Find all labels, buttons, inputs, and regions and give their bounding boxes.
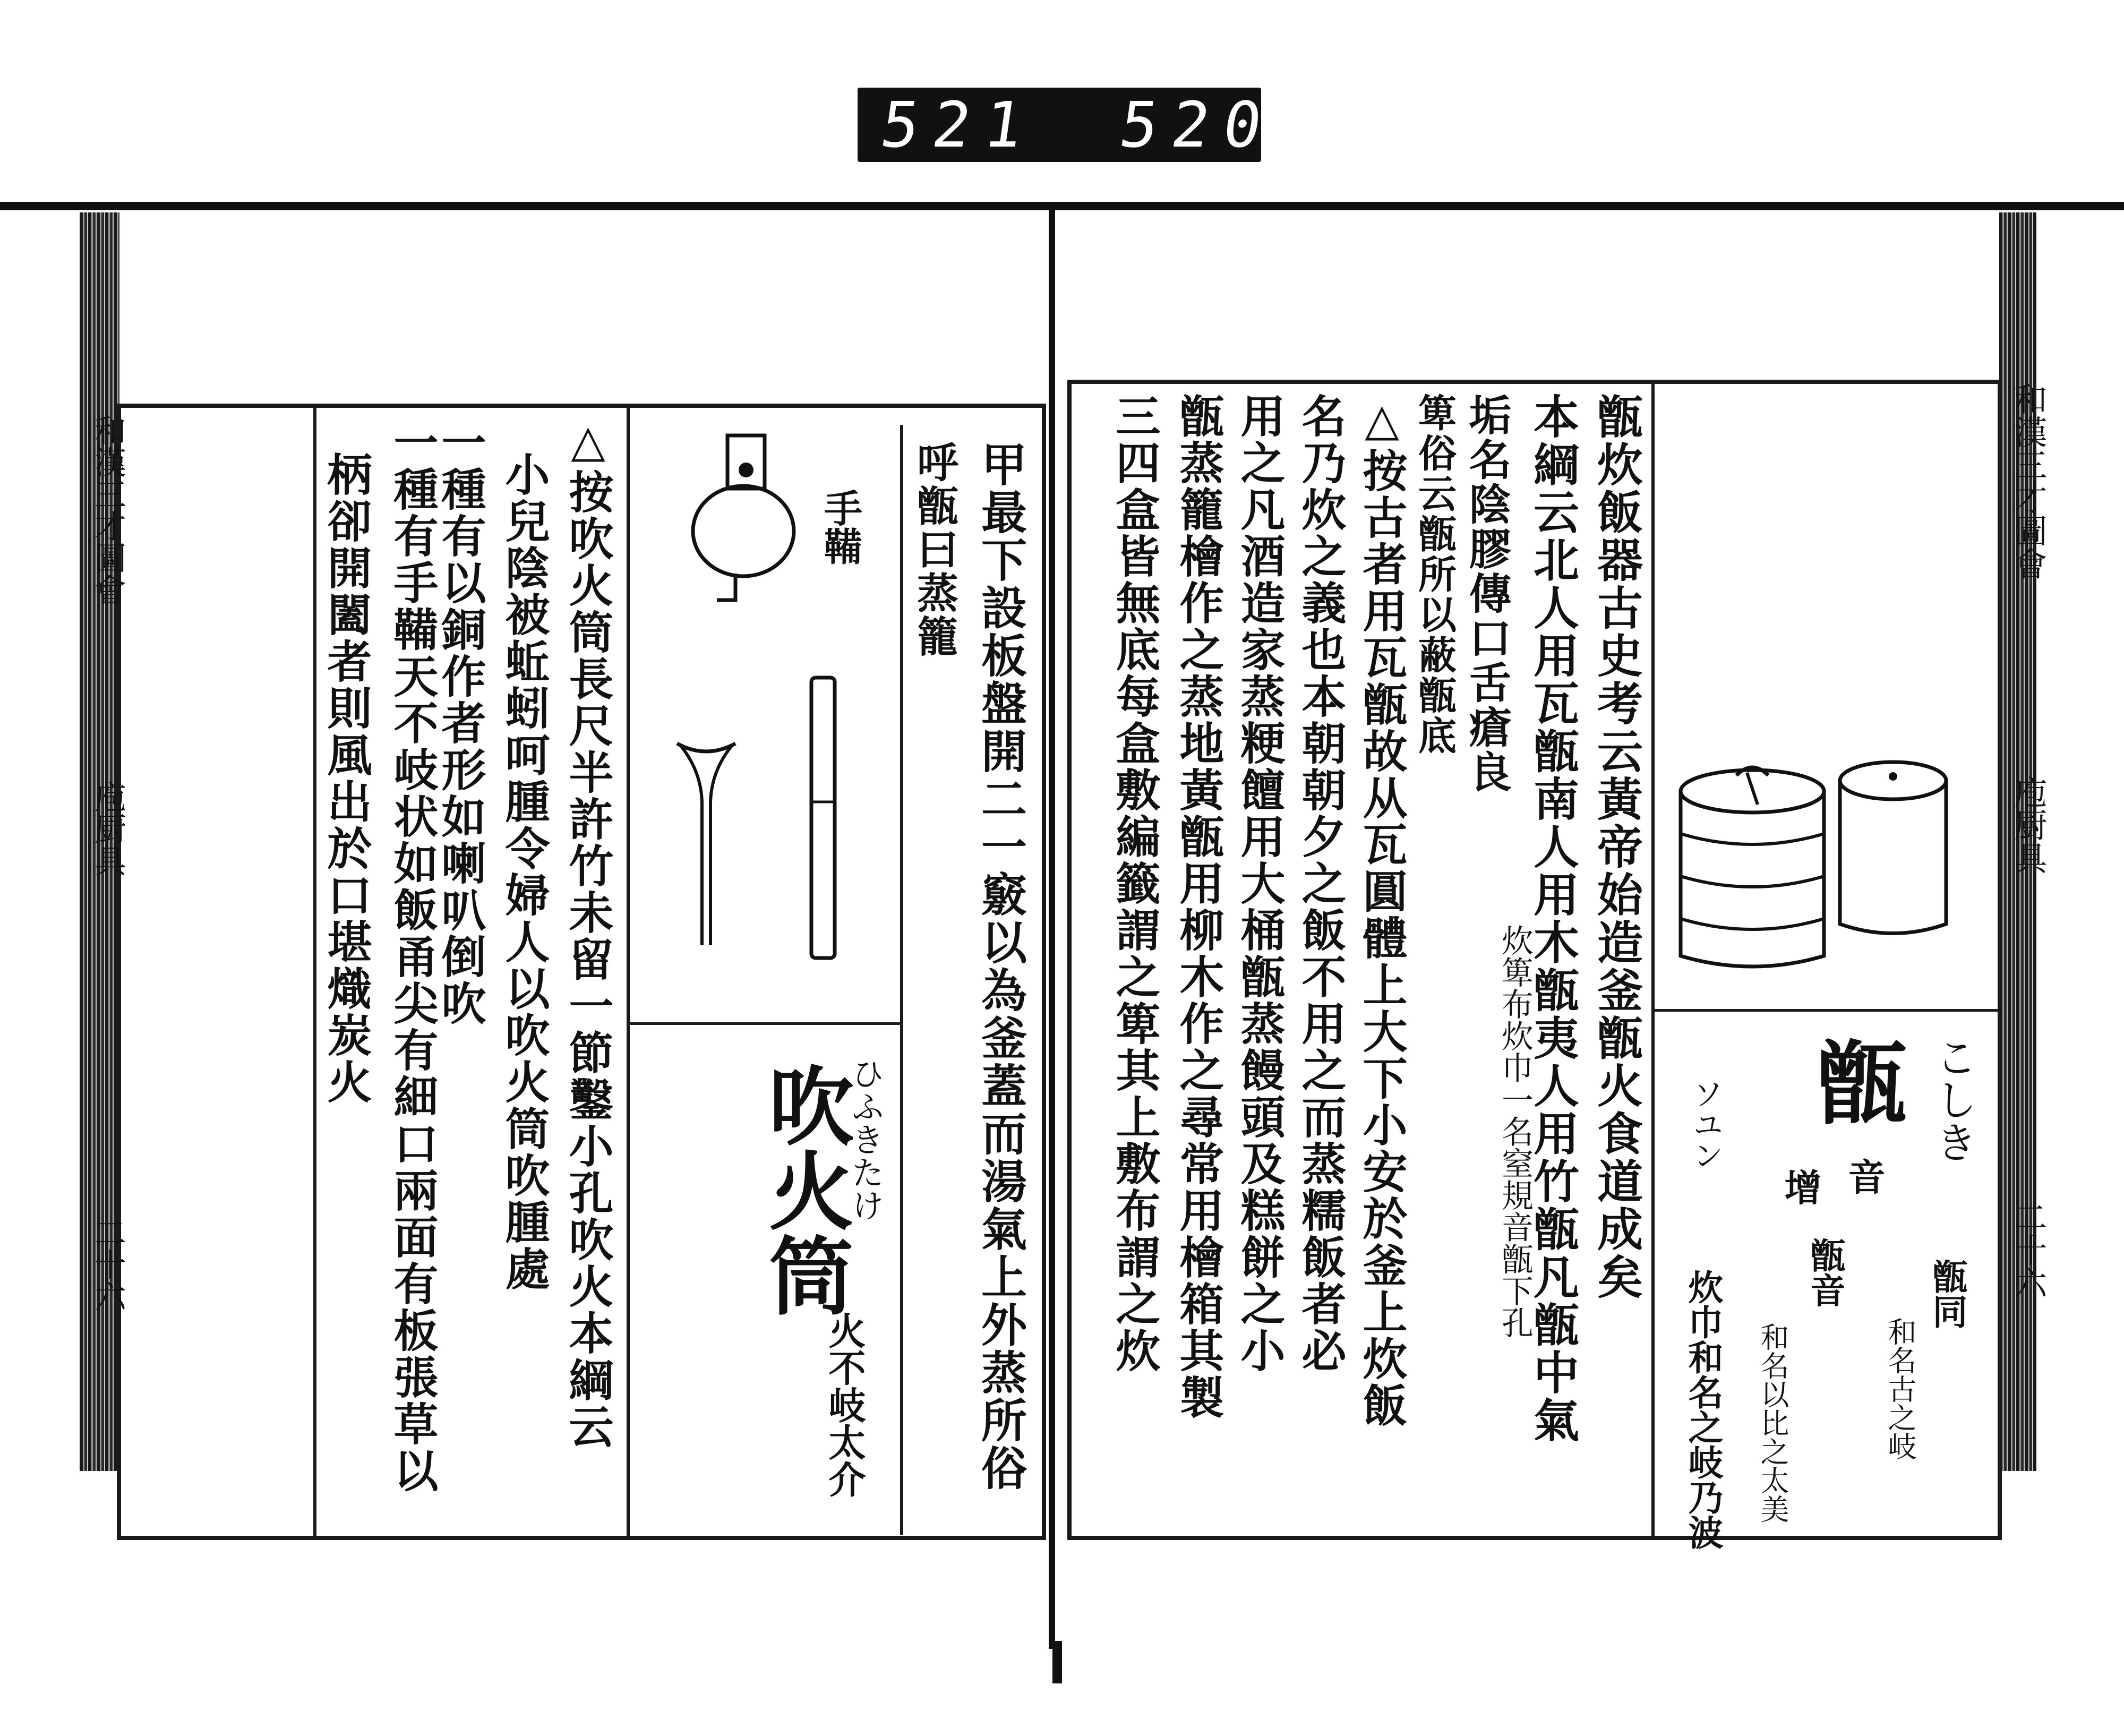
entry-char-steamer: 甑	[1801, 1036, 1907, 1126]
left-margin-chapter: 庖厨具	[89, 781, 126, 876]
right-text-col-8: 甑蒸籠檜作之蒸地黃甑用柳木作之尋常用檜箱其製	[1172, 393, 1225, 1421]
right-text-col-7: 用之凡酒造家蒸粳饘用大桶甑蒸饅頭及糕餅之小	[1234, 393, 1286, 1374]
steamer-icon	[1673, 754, 1832, 977]
right-text-col-2: 本綱云北人用瓦甑南人用木甑夷人用竹甑凡甑中氣	[1526, 393, 1579, 1444]
right-figure-bottom-rule	[1654, 1009, 2002, 1012]
left-text-divider	[900, 425, 903, 1535]
right-text-col-9: 三四盒皆無底每盒敷編籤謂之箄其上敷布謂之炊	[1109, 393, 1161, 1374]
entry-alt-name-fire-blowing-tube: 火不岐太介	[823, 1312, 867, 1498]
copper-blower-icon	[674, 738, 738, 951]
entry-reading-value: 增	[1778, 1168, 1822, 1205]
left-text-col-6: 一種有手鞴天不岐状如飯甬尖有細口兩面有板張草以	[387, 420, 439, 1494]
right-text-col-5: △按古者用瓦甑故从瓦圓體上大下小安於釜上炊飯	[1356, 393, 1408, 1429]
right-margin-title: 和漢三才圖會	[2009, 382, 2048, 580]
left-text-col-1: 甲最下設板盤開二一竅以為釜蓋而湯氣上外蒸所俗	[973, 441, 1027, 1492]
entry-reading-label: 音	[1842, 1158, 1886, 1195]
spine-tail	[1052, 1641, 1062, 1683]
cylinder-vessel-icon	[1832, 754, 1954, 945]
entry-title-fire-blowing-tube: 吹火筒	[755, 1062, 854, 1317]
left-text-col-7: 柄卻開闔者則風出於口堪熾炭火	[320, 451, 373, 1106]
left-text-col-4: 小兒陰被蚯蚓呵腫令婦人以吹火筒吹腫處	[498, 451, 551, 1293]
left-margin-title: 和漢三才圖會	[89, 414, 126, 605]
right-margin-folio: 二十六	[2009, 1200, 2048, 1299]
annotation-col-6: 炊巾和名之岐乃波	[1682, 1269, 1724, 1550]
right-text-col-6: 名乃炊之義也本朝朝夕之飯不用之而蒸糯飯者必	[1295, 393, 1347, 1374]
entry-kana-fire-blowing-tube: ひふきたけ	[846, 1057, 885, 1221]
entry-kana-steamer: こしき	[1928, 1036, 1977, 1163]
right-margin-chapter: 庖厨具	[2009, 775, 2048, 874]
right-page-number: 520	[1115, 88, 1280, 161]
book-spine	[1049, 210, 1055, 1649]
entry-kana-note: ソユン	[1688, 1078, 1724, 1170]
left-text-col-3: △按吹火筒長尺半許竹未留一節鑿小孔吹火本綱云	[562, 414, 614, 1450]
annotation-col-1: 甑同	[1926, 1259, 1968, 1329]
left-text-col-5: 一種有以銅作者形如喇叭倒吹	[434, 420, 487, 1027]
inline-note-bamboo-mat: 炊箄布炊巾一名窒規音甑下孔	[1496, 924, 1534, 1338]
left-text-col-2: 呼甑曰蒸籠	[910, 441, 958, 659]
hand-bellows-icon	[685, 425, 802, 621]
left-figure-bottom-rule	[629, 1022, 900, 1025]
annotation-col-5: 和名以比之太美	[1756, 1322, 1789, 1523]
right-text-divider	[1651, 380, 1655, 1540]
left-figure-divider	[627, 404, 630, 1540]
right-text-col-4: 箄俗云甑所以蔽甑底	[1412, 393, 1457, 756]
right-text-col-1: 甑炊飯器古史考云黃帝始造釜甑火食道成矣	[1589, 393, 1643, 1301]
left-page-inner-rule	[313, 404, 316, 1540]
figure-label-bellows: 手鞴	[818, 489, 863, 565]
bamboo-tube-icon	[807, 674, 839, 961]
left-page-number: 521	[876, 88, 1041, 161]
top-rule	[0, 202, 2124, 210]
left-margin-folio: 二十六	[89, 1216, 126, 1312]
annotation-col-3: 甑音	[1804, 1237, 1846, 1307]
right-text-col-3: 垢名陰膠傳口舌瘡良	[1462, 393, 1512, 794]
annotation-col-2: 和名古之岐	[1883, 1317, 1917, 1460]
